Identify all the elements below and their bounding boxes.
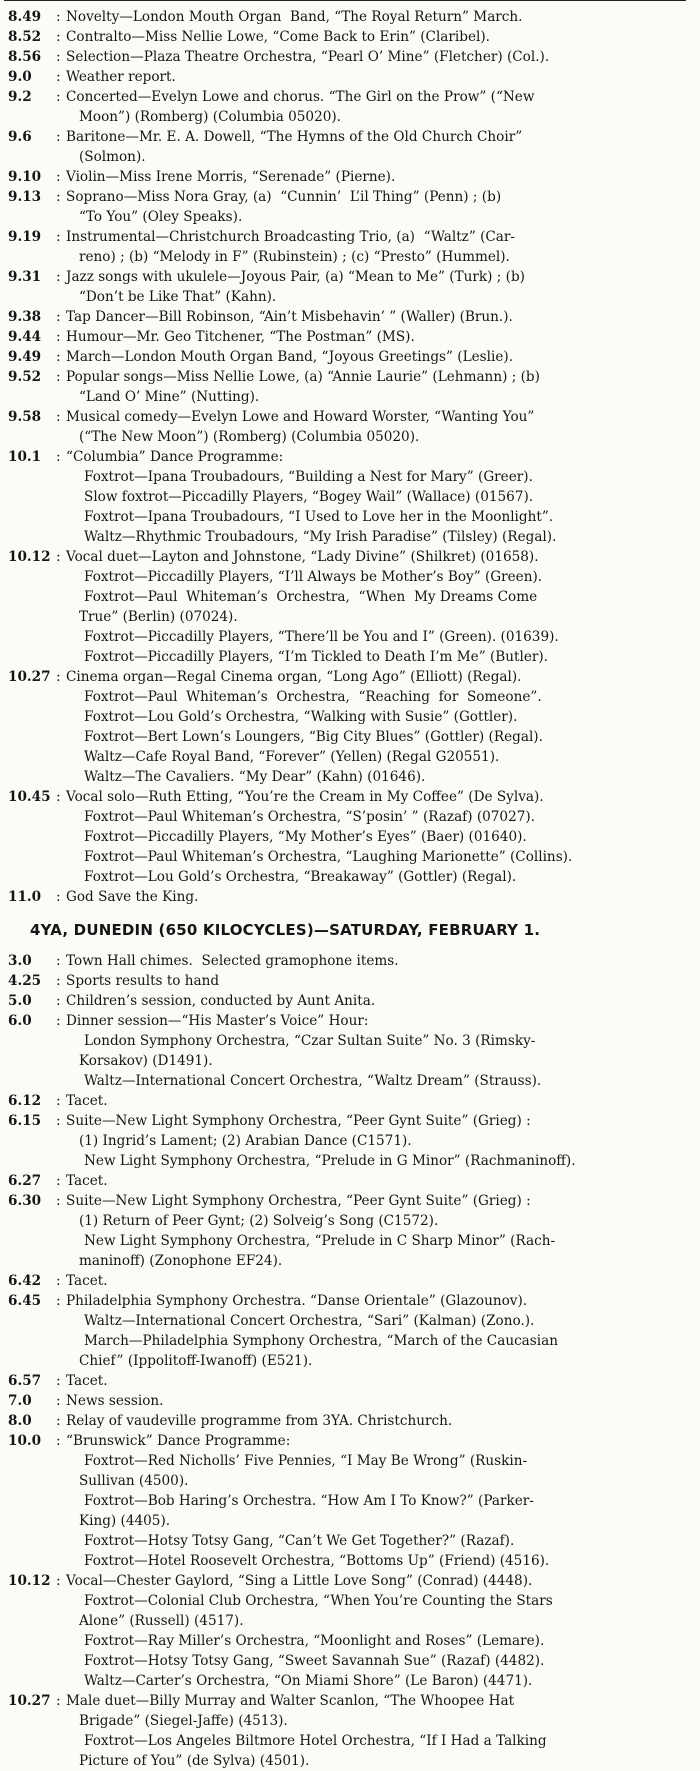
entry-line: Contralto—Miss Nellie Lowe, “Come Back to Erin” (Claribel). xyxy=(66,29,490,45)
time-separator: : xyxy=(56,1413,61,1429)
entry-line: Foxtrot—Piccadilly Players, “I’m Tickled to Death I’m Me” (Butler). xyxy=(84,649,548,665)
entry-lines xyxy=(66,307,686,327)
entry-time: 6.42 xyxy=(8,1273,42,1289)
entry-lines xyxy=(66,1411,686,1431)
entry-time: 9.19 xyxy=(8,229,42,245)
entry-line: Town Hall chimes. Selected gramophone items. xyxy=(66,953,399,969)
entry-line: Waltz—Cafe Royal Band, “Forever” (Yellen) (Regal G20551). xyxy=(84,749,500,765)
time-separator: : xyxy=(56,1393,61,1409)
programme-entry xyxy=(4,1571,686,1691)
time-separator: : xyxy=(56,9,61,25)
entry-time: 9.2 xyxy=(8,89,32,105)
time-separator: : xyxy=(56,169,61,185)
entry-lines xyxy=(66,7,686,27)
entry-time: 6.45 xyxy=(8,1293,42,1309)
time-separator: : xyxy=(56,1093,61,1109)
entry-line: Foxtrot—Paul Whiteman’s Orchestra, “S’posin’ ” (Razaf) (07027). xyxy=(84,809,536,825)
time-separator: : xyxy=(56,953,61,969)
time-separator: : xyxy=(56,1373,61,1389)
entry-line: Jazz songs with ukulele—Joyous Pair, (a) “Mean to Me” (Turk) ; (b) xyxy=(66,269,525,285)
entry-line: Violin—Miss Irene Morris, “Serenade” (Pierne). xyxy=(66,169,396,185)
programme-entry xyxy=(4,1171,686,1191)
entry-line: Dinner session—“His Master’s Voice” Hour: xyxy=(66,1013,369,1029)
time-separator: : xyxy=(56,1193,61,1209)
programme-entry xyxy=(4,1691,686,1771)
time-separator: : xyxy=(56,1693,61,1709)
entry-line: “To You” (Oley Speaks). xyxy=(66,209,243,225)
entry-lines xyxy=(66,1691,686,1771)
entry-line: Children’s session, conducted by Aunt Anita. xyxy=(66,993,376,1009)
entry-time: 8.56 xyxy=(8,49,42,65)
entry-line: Foxtrot—Ray Miller’s Orchestra, “Moonlight and Roses” (Lemare). xyxy=(84,1633,545,1649)
time-separator: : xyxy=(56,349,61,365)
entry-line: Alone” (Russell) (4517). xyxy=(66,1613,244,1629)
entry-line: Sports results to hand xyxy=(66,973,220,989)
entry-line: Foxtrot—Hotel Roosevelt Orchestra, “Bottoms Up” (Friend) (4516). xyxy=(84,1553,550,1569)
entry-time: 9.38 xyxy=(8,309,42,325)
entry-line: Instrumental—Christchurch Broadcasting Trio, (a) “Waltz” (Car- xyxy=(66,229,515,245)
entry-lines xyxy=(66,87,686,127)
time-separator: : xyxy=(56,1293,61,1309)
entry-line: Slow foxtrot—Piccadilly Players, “Bogey Wail” (Wallace) (01567). xyxy=(84,489,534,505)
entry-lines xyxy=(66,1011,686,1091)
entry-line: “Brunswick” Dance Programme: xyxy=(66,1433,291,1449)
entry-time: 10.0 xyxy=(8,1433,42,1449)
entry-time: 10.27 xyxy=(8,669,51,685)
programme-entry xyxy=(4,971,686,991)
entry-time: 11.0 xyxy=(8,889,42,905)
entry-line: Male duet—Billy Murray and Walter Scanlon, “The Whoopee Hat xyxy=(66,1693,515,1709)
programme-entry xyxy=(4,127,686,167)
time-separator: : xyxy=(56,309,61,325)
entry-line: Baritone—Mr. E. A. Dowell, “The Hymns of the Old Church Choir” xyxy=(66,129,523,145)
entry-line: Waltz—The Cavaliers. “My Dear” (Kahn) (01646). xyxy=(84,769,426,785)
entry-lines xyxy=(66,1171,686,1191)
entry-line: Tacet. xyxy=(66,1273,108,1289)
entry-line: Foxtrot—Red Nicholls’ Five Pennies, “I May Be Wrong” (Ruskin- xyxy=(84,1453,528,1469)
entry-time: 9.52 xyxy=(8,369,42,385)
entry-line: Moon”) (Romberg) (Columbia 05020). xyxy=(66,109,341,125)
programme-entry xyxy=(4,1291,686,1371)
time-separator: : xyxy=(56,973,61,989)
entry-line: Foxtrot—Paul Whiteman’s Orchestra, “Reaching for Someone”. xyxy=(84,689,542,705)
programme-entry xyxy=(4,27,686,47)
programme-entry xyxy=(4,547,686,667)
time-separator: : xyxy=(56,1433,61,1449)
programme-entry xyxy=(4,991,686,1011)
entry-line: Foxtrot—Paul Whiteman’s Orchestra, “When My Dreams Come xyxy=(84,589,538,605)
entry-time: 9.58 xyxy=(8,409,42,425)
entry-lines xyxy=(66,447,686,547)
time-separator: : xyxy=(56,329,61,345)
programme-entry xyxy=(4,1091,686,1111)
programme-entry xyxy=(4,47,686,67)
programme-entry xyxy=(4,1431,686,1571)
programme-entry xyxy=(4,187,686,227)
programme-entry xyxy=(4,887,686,907)
entry-line: “Columbia” Dance Programme: xyxy=(66,449,284,465)
entry-lines xyxy=(66,887,686,907)
time-separator: : xyxy=(56,89,61,105)
entry-line: News session. xyxy=(66,1393,164,1409)
entry-line: (1) Return of Peer Gynt; (2) Solveig’s Song (C1572). xyxy=(66,1213,439,1229)
time-separator: : xyxy=(56,1573,61,1589)
entry-time: 3.0 xyxy=(8,953,32,969)
entry-line: Waltz—Carter’s Orchestra, “On Miami Shore” (Le Baron) (4471). xyxy=(84,1673,533,1689)
time-separator: : xyxy=(56,49,61,65)
entry-line: Suite—New Light Symphony Orchestra, “Peer Gynt Suite” (Grieg) : xyxy=(66,1113,531,1129)
entry-lines xyxy=(66,67,686,87)
entry-line: Novelty—London Mouth Organ Band, “The Royal Return” March. xyxy=(66,9,523,25)
programme-entry xyxy=(4,367,686,407)
entry-time: 9.13 xyxy=(8,189,42,205)
entry-lines xyxy=(66,1431,686,1571)
time-separator: : xyxy=(56,1013,61,1029)
entry-line: Foxtrot—Paul Whiteman’s Orchestra, “Laughing Marionette” (Collins). xyxy=(84,849,573,865)
entry-lines xyxy=(66,667,686,787)
programme-entry xyxy=(4,67,686,87)
entry-time: 9.10 xyxy=(8,169,42,185)
time-separator: : xyxy=(56,69,61,85)
entry-lines xyxy=(66,167,686,187)
entry-lines xyxy=(66,1391,686,1411)
entry-lines xyxy=(66,1291,686,1371)
time-separator: : xyxy=(56,1173,61,1189)
top-rule xyxy=(4,0,686,1)
entry-time: 9.6 xyxy=(8,129,32,145)
entry-line: “Land O’ Mine” (Nutting). xyxy=(66,389,260,405)
time-separator: : xyxy=(56,269,61,285)
entry-line: Weather report. xyxy=(66,69,176,85)
entry-line: Foxtrot—Bert Lown’s Loungers, “Big City Blues” (Gottler) (Regal). xyxy=(84,729,543,745)
entry-lines xyxy=(66,547,686,667)
entry-time: 9.44 xyxy=(8,329,42,345)
entry-line: Soprano—Miss Nora Gray, (a) “Cunnin’ L’il Thing” (Penn) ; (b) xyxy=(66,189,502,205)
programme-entry xyxy=(4,787,686,887)
programme-entry xyxy=(4,1111,686,1171)
entry-line: God Save the King. xyxy=(66,889,199,905)
entry-line: (“The New Moon”) (Romberg) (Columbia 05020). xyxy=(66,429,420,445)
entry-line: “Don’t be Like That” (Kahn). xyxy=(66,289,277,305)
entry-line: Korsakov) (D1491). xyxy=(66,1053,213,1069)
entry-line: Foxtrot—Lou Gold’s Orchestra, “Breakaway” (Gottler) (Regal). xyxy=(84,869,517,885)
time-separator: : xyxy=(56,189,61,205)
programme-entry xyxy=(4,447,686,547)
programme-entry xyxy=(4,1411,686,1431)
time-separator: : xyxy=(56,129,61,145)
entry-time: 5.0 xyxy=(8,993,32,1009)
time-separator: : xyxy=(56,993,61,1009)
entry-line: March—Philadelphia Symphony Orchestra, “March of the Caucasian xyxy=(84,1333,558,1349)
entry-line: Cinema organ—Regal Cinema organ, “Long Ago” (Elliott) (Regal). xyxy=(66,669,522,685)
entry-line: Waltz—International Concert Orchestra, “Waltz Dream” (Strauss). xyxy=(84,1073,542,1089)
time-separator: : xyxy=(56,229,61,245)
station-heading-4ya: 4YA, DUNEDIN (650 KILOCYCLES)—SATURDAY, FEBRUARY 1. xyxy=(30,921,541,939)
entry-line: Picture of You” (de Sylva) (4501). xyxy=(66,1753,310,1769)
entry-line: (1) Ingrid’s Lament; (2) Arabian Dance (C1571). xyxy=(66,1133,412,1149)
programme-3ya xyxy=(4,7,686,907)
entry-lines xyxy=(66,1091,686,1111)
entry-line: Popular songs—Miss Nellie Lowe, (a) “Annie Laurie” (Lehmann) ; (b) xyxy=(66,369,540,385)
programme-entry xyxy=(4,1271,686,1291)
entry-lines xyxy=(66,187,686,227)
entry-time: 8.49 xyxy=(8,9,42,25)
entry-line: (Solmon). xyxy=(66,149,146,165)
entry-time: 10.1 xyxy=(8,449,42,465)
programme-entry xyxy=(4,667,686,787)
entry-line: maninoff) (Zonophone EF24). xyxy=(66,1253,283,1269)
entry-time: 9.31 xyxy=(8,269,42,285)
entry-time: 9.49 xyxy=(8,349,42,365)
entry-line: Selection—Plaza Theatre Orchestra, “Pearl O’ Mine” (Fletcher) (Col.). xyxy=(66,49,550,65)
entry-line: Tacet. xyxy=(66,1173,108,1189)
programme-entry xyxy=(4,1011,686,1091)
entry-line: Foxtrot—Colonial Club Orchestra, “When You’re Counting the Stars xyxy=(84,1593,553,1609)
entry-line: Humour—Mr. Geo Titchener, “The Postman” (MS). xyxy=(66,329,415,345)
entry-time: 8.0 xyxy=(8,1413,32,1429)
entry-time: 10.12 xyxy=(8,1573,51,1589)
entry-line: King) (4405). xyxy=(66,1513,171,1529)
entry-time: 10.12 xyxy=(8,549,51,565)
entry-lines xyxy=(66,127,686,167)
entry-lines xyxy=(66,367,686,407)
entry-lines xyxy=(66,267,686,307)
programme-4ya xyxy=(4,951,686,1771)
entry-line: Vocal solo—Ruth Etting, “You’re the Cream in My Coffee” (De Sylva). xyxy=(66,789,544,805)
programme-entry xyxy=(4,1191,686,1271)
entry-time: 6.15 xyxy=(8,1113,42,1129)
entry-line: True” (Berlin) (07024). xyxy=(66,609,238,625)
entry-lines xyxy=(66,347,686,367)
programme-entry xyxy=(4,7,686,27)
entry-time: 10.45 xyxy=(8,789,51,805)
entry-line: Foxtrot—Hotsy Totsy Gang, “Can’t We Get Together?” (Razaf). xyxy=(84,1533,515,1549)
time-separator: : xyxy=(56,1273,61,1289)
entry-lines xyxy=(66,1191,686,1271)
programme-entry xyxy=(4,87,686,127)
entry-line: Chief” (Ippolitoff-Iwanoff) (E521). xyxy=(66,1353,313,1369)
entry-line: London Symphony Orchestra, “Czar Sultan Suite” No. 3 (Rimsky- xyxy=(84,1033,536,1049)
programme-entry xyxy=(4,407,686,447)
entry-line: Foxtrot—Ipana Troubadours, “I Used to Love her in the Moonlight”. xyxy=(84,509,554,525)
entry-line: Foxtrot—Hotsy Totsy Gang, “Sweet Savannah Sue” (Razaf) (4482). xyxy=(84,1653,545,1669)
entry-line: Foxtrot—Los Angeles Biltmore Hotel Orchestra, “If I Had a Talking xyxy=(84,1733,547,1749)
entry-lines xyxy=(66,1271,686,1291)
entry-lines xyxy=(66,47,686,67)
entry-lines xyxy=(66,1371,686,1391)
entry-line: Foxtrot—Bob Haring’s Orchestra. “How Am I To Know?” (Parker- xyxy=(84,1493,534,1509)
time-separator: : xyxy=(56,789,61,805)
entry-lines xyxy=(66,407,686,447)
entry-time: 10.27 xyxy=(8,1693,51,1709)
entry-line: Brigade” (Siegel-Jaffe) (4513). xyxy=(66,1713,288,1729)
entry-line: Foxtrot—Lou Gold’s Orchestra, “Walking with Susie” (Gottler). xyxy=(84,709,518,725)
entry-lines xyxy=(66,227,686,267)
entry-lines xyxy=(66,787,686,887)
entry-line: New Light Symphony Orchestra, “Prelude in C Sharp Minor” (Rach- xyxy=(84,1233,556,1249)
entry-line: Foxtrot—Piccadilly Players, “There’ll be You and I” (Green). (01639). xyxy=(84,629,559,645)
entry-line: Musical comedy—Evelyn Lowe and Howard Worster, “Wanting You” xyxy=(66,409,535,425)
time-separator: : xyxy=(56,409,61,425)
entry-line: New Light Symphony Orchestra, “Prelude in G Minor” (Rachmaninoff). xyxy=(84,1153,576,1169)
programme-entry xyxy=(4,167,686,187)
entry-line: Foxtrot—Piccadilly Players, “I’ll Always be Mother’s Boy” (Green). xyxy=(84,569,543,585)
entry-line: Relay of vaudeville programme from 3YA. Christchurch. xyxy=(66,1413,453,1429)
entry-line: Concerted—Evelyn Lowe and chorus. “The Girl on the Prow” (“New xyxy=(66,89,535,105)
programme-entry xyxy=(4,267,686,307)
programme-entry xyxy=(4,307,686,327)
entry-lines xyxy=(66,951,686,971)
entry-line: Philadelphia Symphony Orchestra. “Danse Orientale” (Glazounov). xyxy=(66,1293,528,1309)
programme-entry xyxy=(4,1391,686,1411)
entry-line: Sullivan (4500). xyxy=(66,1473,189,1489)
entry-line: Suite—New Light Symphony Orchestra, “Peer Gynt Suite” (Grieg) : xyxy=(66,1193,531,1209)
entry-lines xyxy=(66,971,686,991)
entry-time: 4.25 xyxy=(8,973,42,989)
entry-time: 7.0 xyxy=(8,1393,32,1409)
entry-time: 8.52 xyxy=(8,29,42,45)
entry-line: Foxtrot—Piccadilly Players, “My Mother’s Eyes” (Baer) (01640). xyxy=(84,829,527,845)
entry-line: Vocal—Chester Gaylord, “Sing a Little Love Song” (Conrad) (4448). xyxy=(66,1573,533,1589)
entry-line: Tacet. xyxy=(66,1373,108,1389)
entry-line: Waltz—Rhythmic Troubadours, “My Irish Paradise” (Tilsley) (Regal). xyxy=(84,529,557,545)
time-separator: : xyxy=(56,669,61,685)
entry-lines xyxy=(66,991,686,1011)
entry-line: Tap Dancer—Bill Robinson, “Ain’t Misbehavin’ ” (Waller) (Brun.). xyxy=(66,309,513,325)
entry-time: 6.0 xyxy=(8,1013,32,1029)
entry-lines xyxy=(66,1571,686,1691)
entry-line: Vocal duet—Layton and Johnstone, “Lady Divine” (Shilkret) (01658). xyxy=(66,549,539,565)
entry-line: Foxtrot—Ipana Troubadours, “Building a Nest for Mary” (Greer). xyxy=(84,469,533,485)
entry-line: Waltz—International Concert Orchestra, “Sari” (Kalman) (Zono.). xyxy=(84,1313,535,1329)
entry-time: 6.57 xyxy=(8,1373,42,1389)
programme-entry xyxy=(4,1371,686,1391)
time-separator: : xyxy=(56,29,61,45)
entry-lines xyxy=(66,1111,686,1171)
time-separator: : xyxy=(56,1113,61,1129)
entry-lines xyxy=(66,27,686,47)
time-separator: : xyxy=(56,369,61,385)
programme-entry xyxy=(4,347,686,367)
entry-time: 6.27 xyxy=(8,1173,42,1189)
entry-line: March—London Mouth Organ Band, “Joyous Greetings” (Leslie). xyxy=(66,349,514,365)
time-separator: : xyxy=(56,889,61,905)
entry-line: Tacet. xyxy=(66,1093,108,1109)
entry-time: 6.12 xyxy=(8,1093,42,1109)
entry-time: 9.0 xyxy=(8,69,32,85)
entry-line: reno) ; (b) “Melody in F” (Rubinstein) ; (c) “Presto” (Hummel). xyxy=(66,249,510,265)
programme-entry xyxy=(4,951,686,971)
programme-entry xyxy=(4,227,686,267)
time-separator: : xyxy=(56,449,61,465)
entry-time: 6.30 xyxy=(8,1193,42,1209)
time-separator: : xyxy=(56,549,61,565)
programme-entry xyxy=(4,327,686,347)
entry-lines xyxy=(66,327,686,347)
